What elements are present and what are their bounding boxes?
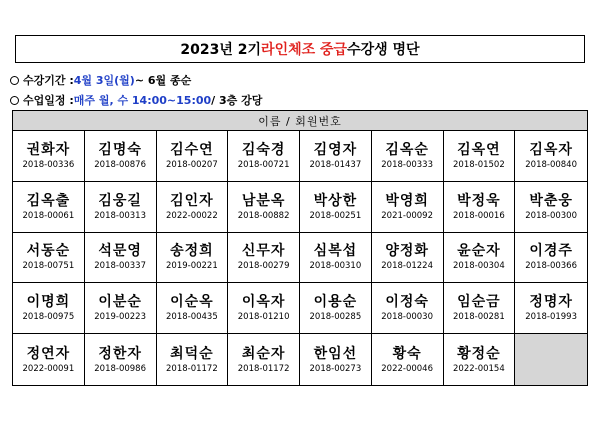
member-id: 2018-00279 <box>237 261 290 272</box>
member-name: 이명희 <box>26 294 71 311</box>
page-title <box>15 35 585 63</box>
member-name: 박영희 <box>385 192 429 209</box>
member-name: 이순옥 <box>170 294 214 311</box>
member-table <box>12 110 588 386</box>
member-id: 2019-00221 <box>166 261 218 272</box>
member-id: 2018-00281 <box>453 312 505 323</box>
member-name: 심복섭 <box>313 243 358 260</box>
member-cell <box>157 283 229 334</box>
member-cell <box>85 182 157 233</box>
member-name: 김옥연 <box>457 141 501 158</box>
member-id: 2018-01993 <box>525 312 577 323</box>
member-id: 2018-01172 <box>237 363 290 374</box>
member-cell <box>228 283 300 334</box>
member-id: 2018-00975 <box>22 312 75 323</box>
member-id: 2018-00751 <box>22 261 75 272</box>
member-cell <box>157 182 229 233</box>
member-name: 최덕순 <box>170 345 214 362</box>
member-id: 2018-00333 <box>381 159 433 170</box>
member-name: 정연자 <box>26 345 71 362</box>
member-cell <box>228 182 300 233</box>
member-cell <box>13 131 85 182</box>
member-name: 이옥자 <box>241 294 286 311</box>
member-cell <box>13 182 85 233</box>
member-name: 신무자 <box>241 243 286 260</box>
schedule-label: 수업일정 : <box>23 94 74 107</box>
member-cell <box>444 131 516 182</box>
member-cell <box>372 182 444 233</box>
member-name: 한임선 <box>313 345 358 362</box>
member-cell <box>515 283 587 334</box>
member-id: 2018-00300 <box>525 210 577 221</box>
period-label: 수강기간 : <box>23 74 74 87</box>
member-cell <box>13 233 85 284</box>
member-cell <box>372 131 444 182</box>
member-cell <box>444 334 516 385</box>
period-end: ~ 6월 종순 <box>134 74 192 87</box>
period-value: 4월 3일(월) <box>73 74 135 87</box>
member-cell <box>515 131 587 182</box>
member-cell <box>157 334 229 385</box>
schedule-value: 매주 월, 수 14:00~15:00 <box>73 94 212 107</box>
member-id: 2018-00366 <box>525 261 577 272</box>
member-id: 2018-00882 <box>237 210 290 221</box>
member-name: 김영자 <box>313 141 358 158</box>
member-name: 황숙 <box>392 345 422 362</box>
member-name: 김인자 <box>170 192 214 209</box>
member-cell <box>85 334 157 385</box>
title-highlight: 라인체조 중급 <box>261 42 348 58</box>
member-grid <box>13 131 587 385</box>
member-id: 2022-00046 <box>381 363 433 374</box>
member-name: 황정순 <box>457 345 501 362</box>
circle-bullet-icon <box>10 76 19 85</box>
member-cell <box>515 182 587 233</box>
member-name: 김옥출 <box>26 192 71 209</box>
member-cell <box>228 131 300 182</box>
member-name: 권화자 <box>26 141 71 158</box>
member-id: 2018-00840 <box>525 159 577 170</box>
member-id: 2018-00304 <box>453 261 505 272</box>
info-period <box>10 72 191 88</box>
info-schedule <box>10 92 262 108</box>
member-name: 정명자 <box>529 294 573 311</box>
member-id: 2018-01502 <box>453 159 505 170</box>
member-name: 송정희 <box>170 243 214 260</box>
member-name: 이정숙 <box>385 294 429 311</box>
member-name: 이용순 <box>313 294 358 311</box>
member-cell <box>13 283 85 334</box>
member-name: 남분옥 <box>241 192 286 209</box>
member-id: 2018-01224 <box>381 261 433 272</box>
member-cell <box>444 283 516 334</box>
member-name: 김수연 <box>170 141 214 158</box>
member-name: 이경주 <box>529 243 573 260</box>
member-cell <box>85 283 157 334</box>
member-name: 김명숙 <box>98 141 142 158</box>
member-id: 2022-00154 <box>453 363 505 374</box>
member-cell <box>300 233 372 284</box>
member-cell <box>372 233 444 284</box>
member-id: 2018-01172 <box>166 363 218 374</box>
member-cell <box>13 334 85 385</box>
member-name: 서동순 <box>26 243 71 260</box>
member-id: 2018-00336 <box>22 159 75 170</box>
title-suffix: 수강생 명단 <box>347 42 420 58</box>
member-id: 2018-00207 <box>166 159 218 170</box>
member-id: 2018-00030 <box>381 312 433 323</box>
member-id: 2018-00435 <box>166 312 218 323</box>
member-name: 박상한 <box>313 192 358 209</box>
member-name: 윤순자 <box>457 243 501 260</box>
member-id: 2018-00310 <box>309 261 362 272</box>
member-id: 2018-00721 <box>237 159 290 170</box>
schedule-place: / 3층 강당 <box>211 94 263 107</box>
member-id: 2019-00223 <box>94 312 146 323</box>
member-id: 2018-00876 <box>94 159 146 170</box>
member-id: 2018-00251 <box>309 210 362 221</box>
member-cell <box>372 334 444 385</box>
member-cell <box>157 233 229 284</box>
member-name: 김옥자 <box>529 141 573 158</box>
member-cell <box>228 334 300 385</box>
member-id: 2018-00337 <box>94 261 146 272</box>
member-cell <box>300 334 372 385</box>
member-name: 석문영 <box>98 243 142 260</box>
member-name: 박정욱 <box>457 192 501 209</box>
member-name: 정한자 <box>98 345 142 362</box>
member-name: 박춘웅 <box>529 192 573 209</box>
member-name: 김웅길 <box>98 192 142 209</box>
member-id: 2018-00061 <box>22 210 75 221</box>
circle-bullet-icon <box>10 96 19 105</box>
member-name: 임순금 <box>457 294 501 311</box>
member-cell <box>300 283 372 334</box>
member-cell <box>444 182 516 233</box>
member-name: 김옥순 <box>385 141 429 158</box>
member-id: 2018-00016 <box>453 210 505 221</box>
member-name: 이분순 <box>98 294 142 311</box>
member-cell <box>372 283 444 334</box>
member-name: 최순자 <box>241 345 286 362</box>
member-cell <box>515 233 587 284</box>
member-id: 2018-01210 <box>237 312 290 323</box>
member-cell <box>228 233 300 284</box>
member-id: 2021-00092 <box>381 210 433 221</box>
member-name: 양정화 <box>385 243 429 260</box>
member-id: 2018-00986 <box>94 363 146 374</box>
member-name: 김숙경 <box>241 141 286 158</box>
member-cell <box>300 131 372 182</box>
member-id: 2018-00273 <box>309 363 362 374</box>
title-prefix: 2023년 2기 <box>180 42 262 58</box>
member-id: 2018-01437 <box>309 159 362 170</box>
table-header: 이름 / 회원번호 <box>13 111 587 131</box>
member-cell <box>300 182 372 233</box>
member-id: 2018-00313 <box>94 210 146 221</box>
member-cell <box>85 131 157 182</box>
member-id: 2022-00022 <box>166 210 218 221</box>
empty-cell <box>515 334 587 385</box>
member-cell <box>157 131 229 182</box>
member-id: 2022-00091 <box>22 363 75 374</box>
member-cell <box>444 233 516 284</box>
member-cell <box>85 233 157 284</box>
member-id: 2018-00285 <box>309 312 362 323</box>
